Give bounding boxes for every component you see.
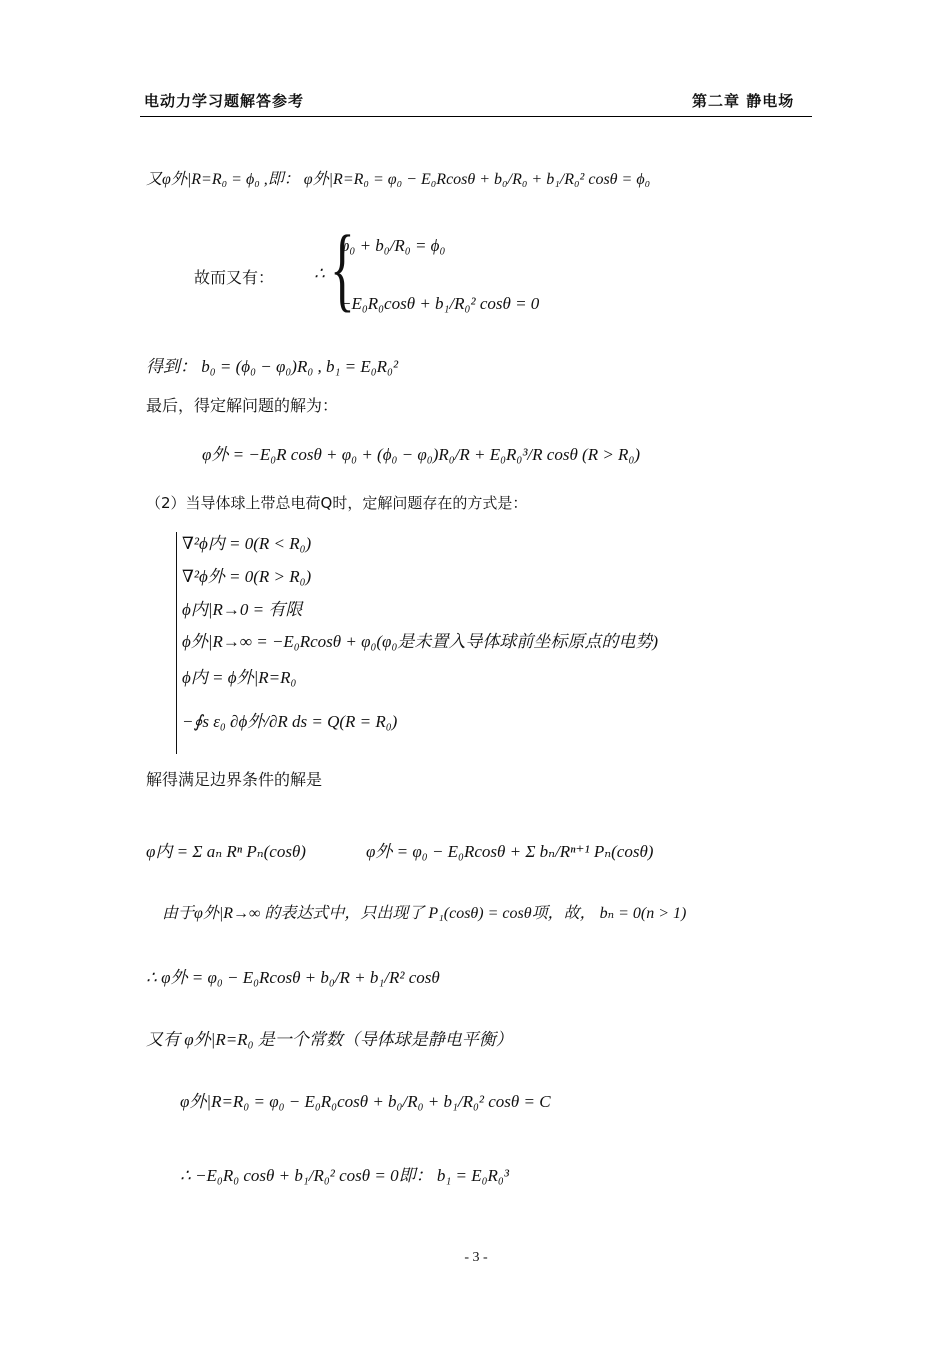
left-brace-system1: { — [330, 217, 355, 321]
eq-phi-inner-series: φ内 = Σ aₙ Rⁿ Pₙ(cosθ) — [146, 842, 306, 861]
eq-system2-line5: ϕ内 = ϕ外|R=R₀ — [182, 668, 297, 687]
eq-system2-line6: −∮s ε₀ ∂ϕ外/∂R ds = Q(R = R₀) — [182, 712, 398, 731]
text-solution-intro: 解得满足边界条件的解是 — [146, 770, 323, 789]
brace-bar-system2 — [176, 532, 177, 754]
text-constant-potential: 又有 φ外|R=R₀ 是一个常数（导体球是静电平衡） — [146, 1030, 513, 1049]
eq-only-p1-term: 由于φ外|R→∞ 的表达式中，只出现了 P₁(cosθ) = cosθ项，故， bₙ = 0(n > 1) — [162, 905, 687, 922]
eq-result-b1: ∴ −E₀R₀ cosθ + b₁/R₀² cosθ = 0即： b₁ = E₀R₀³ — [180, 1166, 509, 1185]
eq-phi-outer-reduced: ∴ φ外 = φ₀ − E₀Rcosθ + b₀/R + b₁/R² cosθ — [146, 968, 440, 987]
header-right: 第二章 静电场 — [692, 92, 795, 110]
eq-phi-outer-series: φ外 = φ₀ − E₀Rcosθ + Σ bₙ/Rⁿ⁺¹ Pₙ(cosθ) — [366, 842, 654, 861]
eq-system2-line4: ϕ外|R→∞ = −E₀Rcosθ + φ₀(φ₀是未置入导体球前坐标原点的电势) — [182, 632, 659, 651]
header-rule — [140, 116, 812, 117]
therefore-symbol: ∴ — [314, 264, 325, 283]
eq-result-b: 得到： b₀ = (ϕ₀ − φ₀)R₀ , b₁ = E₀R₀² — [146, 357, 399, 376]
text-part2: （2）当导体球上带总电荷Q时，定解问题存在的方式是： — [146, 494, 528, 512]
text-hence: 故而又有： — [194, 268, 275, 287]
eq-system1-line2: −E₀R₀cosθ + b₁/R₀² cosθ = 0 — [340, 294, 540, 313]
eq-system2-line1: ∇²ϕ内 = 0(R < R₀) — [182, 534, 312, 553]
eq-boundary-condition: 又φ外|R=R₀ = ϕ₀ ,即： φ外|R=R₀ = φ₀ − E₀Rcosθ + b₀/R₀ + b₁/R₀² cosθ = ϕ₀ — [146, 171, 651, 188]
eq-final-solution: φ外 = −E₀R cosθ + φ₀ + (ϕ₀ − φ₀)R₀/R + E₀R₀³/R cosθ (R > R₀) — [202, 445, 641, 464]
eq-system2-line2: ∇²ϕ外 = 0(R > R₀) — [182, 567, 312, 586]
eq-system2-line3: ϕ内|R→0 = 有限 — [182, 600, 303, 619]
eq-surface-potential: φ外|R=R₀ = φ₀ − E₀R₀cosθ + b₀/R₀ + b₁/R₀² cosθ = C — [180, 1092, 551, 1111]
page-number: - 3 - — [464, 1250, 488, 1265]
eq-system1-line1: φ₀ + b₀/R₀ = ϕ₀ — [340, 236, 446, 255]
header-left: 电动力学习题解答参考 — [144, 92, 305, 110]
text-finally: 最后，得定解问题的解为： — [146, 396, 339, 415]
